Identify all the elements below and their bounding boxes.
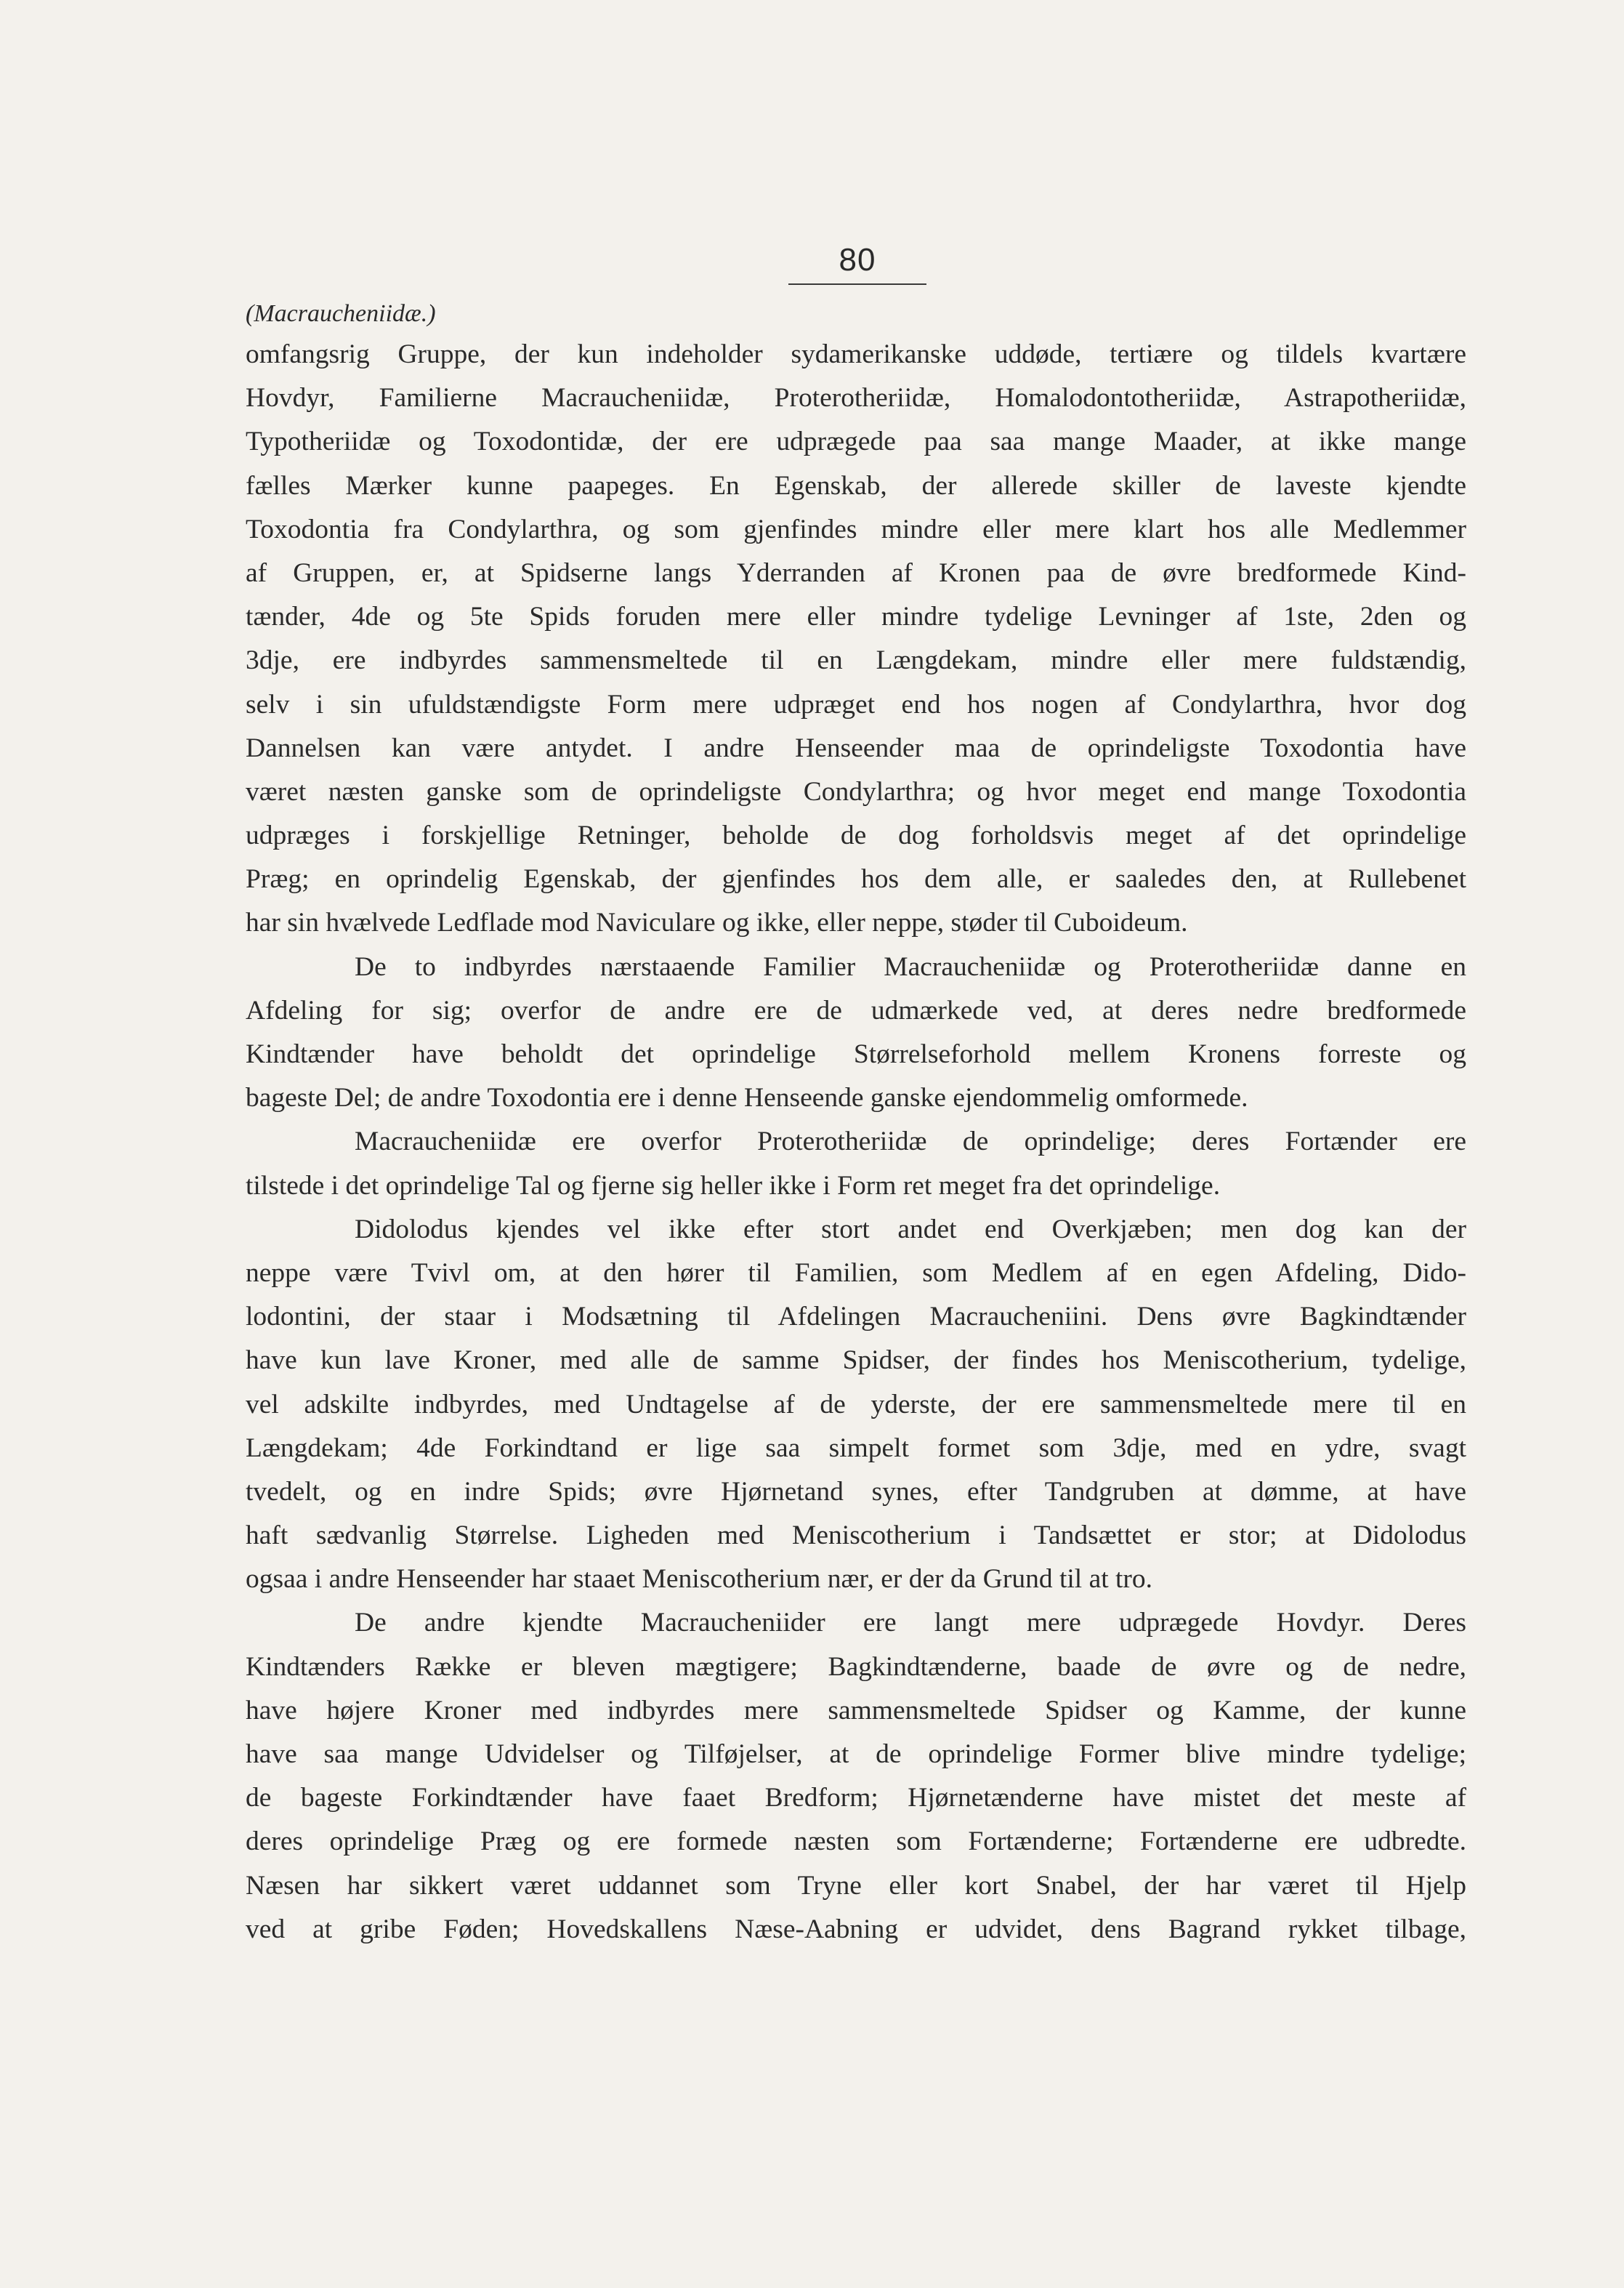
text-line: Længdekam; 4de Forkindtand er lige saa simpelt formet som 3dje, med en ydre, svagt xyxy=(246,1433,1466,1463)
text-line: udpræges i forskjellige Retninger, beholde de dog forholdsvis meget af det oprindelige xyxy=(246,821,1466,851)
text-line: fælles Mærker kunne paapeges. En Egenskab, der allerede skiller de laveste kjendte xyxy=(246,470,1466,501)
text-line: Toxodontia fra Condylarthra, og som gjenfindes mindre eller mere klart hos alle Medlemmer xyxy=(246,514,1466,544)
text-line: ogsaa i andre Henseender har staaet Meniscotherium nær, er der da Grund til at tro. xyxy=(246,1564,1153,1595)
text-line: 3dje, ere indbyrdes sammensmeltede til en Længdekam, mindre eller mere fuldstændig, xyxy=(246,645,1466,676)
text-line: deres oprindelige Præg og ere formede næsten som Fortænderne; Fortænderne ere udbredte. xyxy=(246,1826,1466,1857)
text-line: tænder, 4de og 5te Spids foruden mere eller mindre tydelige Levninger af 1ste, 2den og xyxy=(246,602,1466,632)
text-line: vel adskilte indbyrdes, med Undtagelse af de yderste, der ere sammensmeltede mere til en xyxy=(246,1389,1466,1419)
paragraph-first-line: De andre kjendte Macraucheniider ere langt mere udprægede Hovdyr. Deres xyxy=(355,1608,1466,1638)
text-line: Kindtænder have beholdt det oprindelige Størrelseforhold mellem Kronens forreste og xyxy=(246,1039,1466,1069)
text-line: Præg; en oprindelig Egenskab, der gjenfindes hos dem alle, er saaledes den, at Rullebenet xyxy=(246,864,1466,895)
text-line: omfangsrig Gruppe, der kun indeholder sydamerikanske uddøde, tertiære og tildels kvartære xyxy=(246,339,1466,369)
running-head: (Macraucheniidæ.) xyxy=(246,300,436,327)
text-line: Typotheriidæ og Toxodontidæ, der ere udprægede paa saa mange Maader, at ikke mange xyxy=(246,427,1466,457)
text-line: været næsten ganske som de oprindeligste Condylarthra; og hvor meget end mange Toxodontia xyxy=(246,776,1466,807)
text-line: tilstede i det oprindelige Tal og fjerne sig heller ikke i Form ret meget fra det oprindelige. xyxy=(246,1170,1221,1201)
page-number: 80 xyxy=(839,242,876,278)
text-line: Dannelsen kan være antydet. I andre Henseender maa de oprindeligste Toxodontia have xyxy=(246,733,1466,763)
text-line: tvedelt, og en indre Spids; øvre Hjørnetand synes, efter Tandgruben at dømme, at have xyxy=(246,1476,1466,1507)
text-line: har sin hvælvede Ledflade mod Naviculare og ikke, eller neppe, støder til Cuboideum. xyxy=(246,908,1188,938)
text-line: have saa mange Udvidelser og Tilføjelser, at de oprindelige Former blive mindre tydelige; xyxy=(246,1739,1466,1769)
text-line: Afdeling for sig; overfor de andre ere de udmærkede ved, at deres nedre bredformede xyxy=(246,995,1466,1026)
text-line: ved at gribe Føden; Hovedskallens Næse-Aabning er udvidet, dens Bagrand rykket tilbage, xyxy=(246,1914,1466,1944)
paragraph-first-line: Didolodus kjendes vel ikke efter stort andet end Overkjæben; men dog kan der xyxy=(355,1214,1466,1244)
text-line: Hovdyr, Familierne Macraucheniidæ, Proterotheriidæ, Homalodontotheriidæ, Astrapotheriidæ, xyxy=(246,383,1466,414)
text-line: Næsen har sikkert været uddannet som Tryne eller kort Snabel, der har været til Hjelp xyxy=(246,1870,1466,1901)
text-line: af Gruppen, er, at Spidserne langs Yderranden af Kronen paa de øvre bredformede Kind- xyxy=(246,557,1466,588)
text-line: haft sædvanlig Størrelse. Ligheden med Meniscotherium i Tandsættet er stor; at Didolodus xyxy=(246,1520,1466,1551)
text-line: have kun lave Kroner, med alle de samme Spidser, der findes hos Meniscotherium, tydelige, xyxy=(246,1345,1466,1376)
text-line: de bageste Forkindtænder have faaet Bredform; Hjørnetænderne have mistet det meste af xyxy=(246,1783,1466,1813)
text-line: have højere Kroner med indbyrdes mere sammensmeltede Spidser og Kamme, der kunne xyxy=(246,1695,1466,1725)
text-line: neppe være Tvivl om, at den hører til Familien, som Medlem af en egen Afdeling, Dido- xyxy=(246,1257,1466,1288)
text-line: bageste Del; de andre Toxodontia ere i denne Henseende ganske ejendommelig omformede. xyxy=(246,1083,1248,1113)
paragraph-first-line: De to indbyrdes nærstaaende Familier Macraucheniidæ og Proterotheriidæ danne en xyxy=(355,951,1466,982)
page-number-block xyxy=(788,240,926,285)
text-line: lodontini, der staar i Modsætning til Afdelingen Macraucheniini. Dens øvre Bagkindtænder xyxy=(246,1302,1466,1332)
body-text xyxy=(246,333,1466,1951)
text-line: Kindtænders Række er bleven mægtigere; Bagkindtænderne, baade de øvre og de nedre, xyxy=(246,1651,1466,1682)
text-line: selv i sin ufuldstændigste Form mere udpræget end hos nogen af Condylarthra, hvor dog xyxy=(246,689,1466,720)
page-number-rule xyxy=(788,283,926,285)
paragraph-first-line: Macraucheniidæ ere overfor Proterotheriidæ de oprindelige; deres Fortænder ere xyxy=(355,1127,1466,1157)
